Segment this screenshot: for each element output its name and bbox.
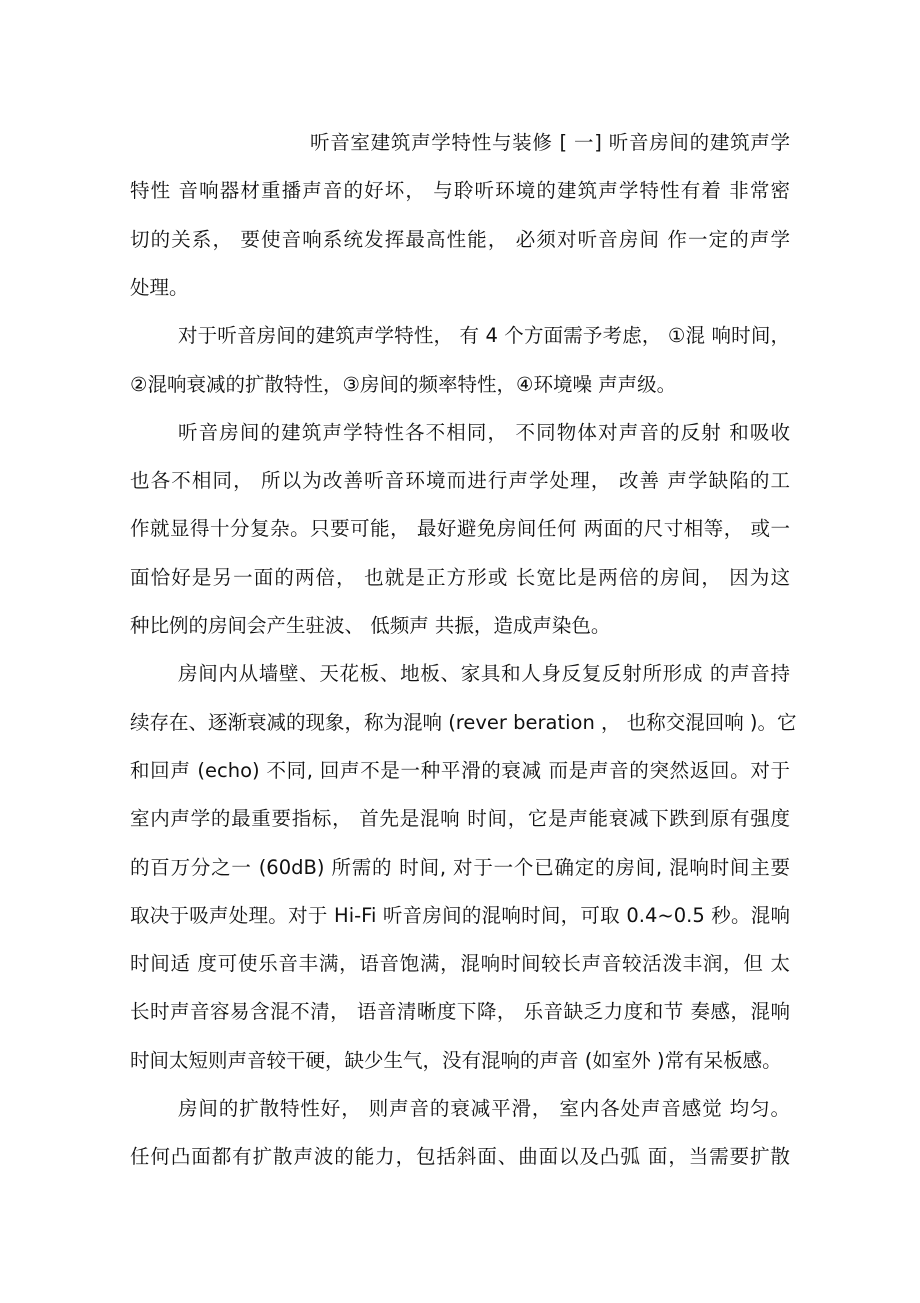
- paragraph-line: 也各不相同， 所以为改善听音环境而进行声学处理， 改善 声学缺陷的工: [130, 469, 790, 493]
- paragraph-line: 时间适 度可使乐音丰满，语音饱满，混响时间较长声音较活泼丰润，但 太: [130, 952, 790, 976]
- paragraph-line: 任何凸面都有扩散声波的能力，包括斜面、曲面以及凸弧 面，当需要扩散: [130, 1145, 790, 1169]
- paragraph-line: 听音房间的建筑声学特性各不相同， 不同物体对声音的反射 和吸收: [178, 420, 790, 444]
- document-title-line: 听音室建筑声学特性与装修 [ 一] 听音房间的建筑声学: [310, 131, 790, 154]
- paragraph-line: 续存在、逐渐衰减的现象，称为混响 (rever beration ， 也称交混回响 )。它: [130, 710, 797, 734]
- paragraph-line: 面恰好是另一面的两倍， 也就是正方形或 长宽比是两倍的房间， 因为这: [130, 565, 790, 589]
- paragraph-line: 处理。: [130, 275, 189, 299]
- paragraph-line: ②混响衰减的扩散特性，③房间的频率特性，④环境噪 声声级。: [130, 372, 677, 396]
- paragraph-line: 取决于吸声处理。对于 Hi-Fi 听音房间的混响时间，可取 0.4~0.5 秒。混响: [130, 903, 790, 927]
- paragraph-line: 室内声学的最重要指标， 首先是混响 时间，它是声能衰减下跌到原有强度: [130, 807, 790, 831]
- paragraph-line: 切的关系， 要使音响系统发挥最高性能， 必须对听音房间 作一定的声学: [130, 227, 790, 251]
- paragraph-line: 房间的扩散特性好， 则声音的衰减平滑， 室内各处声音感觉 均匀。: [178, 1097, 790, 1120]
- paragraph-line: 对于听音房间的建筑声学特性， 有 4 个方面需予考虑， ①混 响时间，: [178, 324, 790, 348]
- paragraph-line: 长时声音容易含混不清， 语音清晰度下降， 乐音缺乏力度和节 奏感，混响: [130, 1000, 790, 1024]
- paragraph-line: 房间内从墙壁、天花板、地板、家具和人身反复反射所形成 的声音持: [178, 662, 790, 686]
- paragraph-line: 的百万分之一 (60dB) 所需的 时间, 对于一个已确定的房间, 混响时间主要: [130, 855, 790, 879]
- paragraph-line: 作就显得十分复杂。只要可能， 最好避免房间任何 两面的尺寸相等， 或一: [130, 517, 790, 541]
- paragraph-line: 和回声 (echo) 不同, 回声不是一种平滑的衰减 而是声音的突然返回。对于: [130, 758, 790, 782]
- paragraph-line: 时间太短则声音较干硬，缺少生气，没有混响的声音 (如室外 )常有呆板感。: [130, 1048, 782, 1072]
- paragraph-line: 种比例的房间会产生驻波、 低频声 共振，造成声染色。: [130, 614, 611, 637]
- paragraph-line: 特性 音响器材重播声音的好坏， 与聆听环境的建筑声学特性有着 非常密: [130, 179, 790, 203]
